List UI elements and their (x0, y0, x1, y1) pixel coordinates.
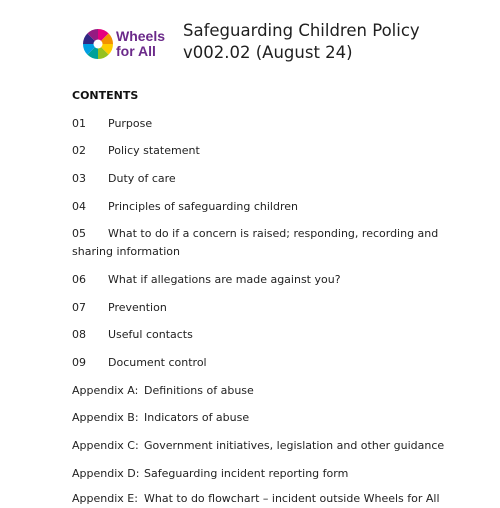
toc-number: 09 (72, 356, 86, 369)
appendix-number: Appendix B: (72, 411, 139, 424)
appendix-item[interactable] (72, 437, 444, 455)
toc-label: What to do if a concern is raised; responding, recording and sharing information (72, 227, 439, 258)
appendix-item[interactable] (72, 465, 348, 483)
toc-label: Principles of safeguarding children (108, 200, 298, 213)
toc-label: Purpose (108, 117, 153, 130)
toc-item[interactable] (72, 142, 200, 160)
toc-item[interactable] (72, 115, 152, 133)
toc-number: 08 (72, 328, 86, 341)
appendix-label: Safeguarding incident reporting form (144, 467, 349, 480)
toc-label: Policy statement (108, 144, 200, 157)
toc-number: 04 (72, 200, 86, 213)
appendix-number: Appendix C: (72, 439, 139, 452)
logo-wordmark (116, 29, 186, 59)
toc-label: Duty of care (108, 172, 176, 185)
appendix-label: Definitions of abuse (144, 384, 254, 397)
appendix-number: Appendix D: (72, 467, 140, 480)
logo-line1: Wheels (116, 28, 166, 44)
title-line1: Safeguarding Children Policy (183, 21, 420, 40)
toc-number: 07 (72, 301, 86, 314)
wheels-for-all-logo (82, 28, 182, 62)
appendix-label: Indicators of abuse (144, 411, 250, 424)
title-line2: v002.02 (August 24) (183, 43, 353, 62)
appendix-item[interactable] (72, 490, 440, 508)
appendix-number: Appendix A: (72, 384, 139, 397)
toc-number: 06 (72, 273, 86, 286)
toc-label: Document control (108, 356, 207, 369)
toc-item[interactable] (72, 225, 472, 261)
toc-item[interactable] (72, 326, 193, 344)
appendix-item[interactable] (72, 382, 254, 400)
logo-line2: for All (116, 43, 156, 59)
toc-number: 03 (72, 172, 86, 185)
toc-item[interactable] (72, 271, 341, 289)
toc-label: Useful contacts (108, 328, 193, 341)
contents-heading: CONTENTS (72, 89, 139, 102)
toc-number: 01 (72, 117, 86, 130)
appendix-number: Appendix E: (72, 492, 138, 505)
toc-number: 05 (72, 227, 86, 240)
toc-item[interactable] (72, 170, 176, 188)
toc-label: What if allegations are made against you? (108, 273, 341, 286)
appendix-item[interactable] (72, 409, 249, 427)
wheel-icon (82, 28, 114, 60)
toc-item[interactable] (72, 299, 167, 317)
document-title (183, 20, 483, 64)
toc-number: 02 (72, 144, 86, 157)
toc-label: Prevention (108, 301, 167, 314)
toc-item[interactable] (72, 354, 207, 372)
appendix-label: What to do flowchart – incident outside Wheels for All (144, 492, 440, 505)
appendix-label: Government initiatives, legislation and other guidance (144, 439, 445, 452)
toc-item[interactable] (72, 198, 298, 216)
document-header (82, 20, 482, 70)
